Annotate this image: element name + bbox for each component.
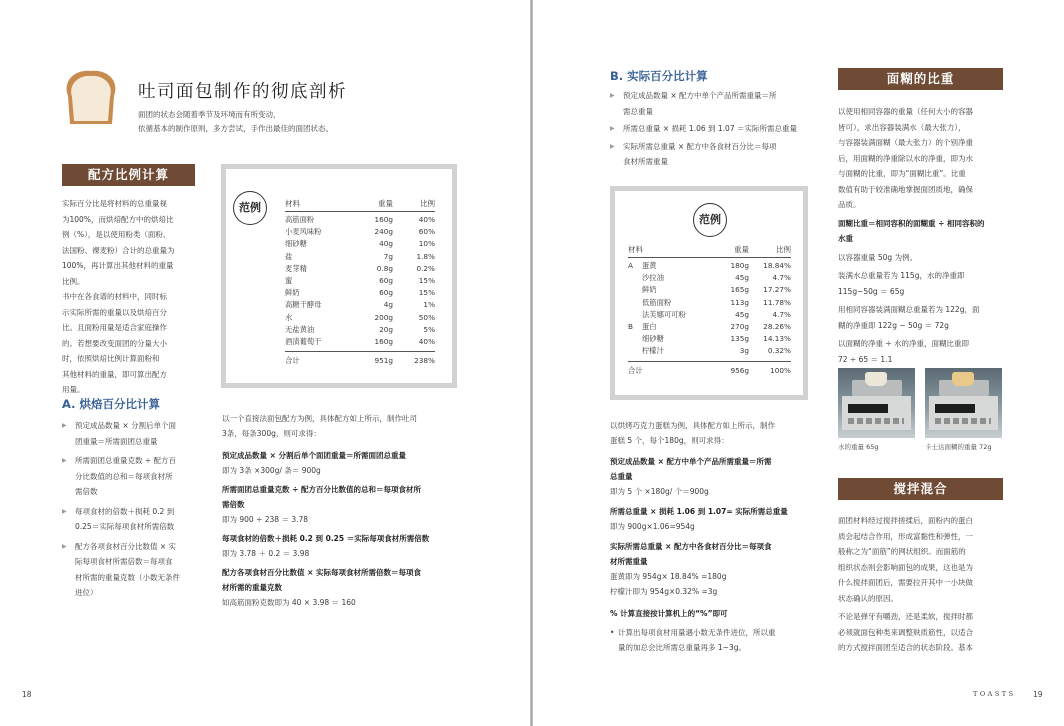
toast-slice-icon (60, 66, 122, 128)
step-item: ▶ 预定成品数量 × 分割后单个面 团重量＝所需面团总重量 (62, 418, 202, 449)
bread-recipe-table (285, 197, 435, 367)
step-item: ▶ 配方各项食材百分比数值 × 实 际每项食材所需倍数＝每项食 材所需的重量克数（小数无条件 进位） (62, 539, 202, 601)
example-badge: 范例 (693, 203, 727, 237)
batter-gravity-text: 以使用相同容器的重量（任何大小的容器 皆可），求出容器装满水（最大张力）， 与容器装满面糊（最大张力）的个别净重 后，用面糊的净重除以水的净重，即为水 与面糊的比重，即为“面糊比重”。比重 数值有助于较准确地掌握面团质地，确保 品质。 面糊比重＝相同容积的面糊重 ÷ 相同容积的 水重 以容器重量 50g 为例。 装满水总重量若为 115g，水的净重即 115g−50g ＝ 65g 用相同容器装满面糊总重量若为 122g，面 糊的净重即 122g − 50g ＝ 72g 以面糊的净重 ÷ 水的净重，面糊比重即 72 ÷ 65 ＝ 1.1 (838, 107, 985, 364)
section-tag-mixing: 搅拌混合 (838, 478, 1003, 500)
running-head: TOASTS (973, 690, 1016, 698)
step-item: ▶ 实际所需总重量 × 配方中各食材百分比＝每项 食材所需重量 (610, 139, 820, 170)
subhead-baker-percent: A. 烘焙百分比计算 (62, 397, 160, 411)
table-row: 盐 7g 1.8% (285, 251, 435, 261)
table-row: 小麦风味粉 240g 60% (285, 227, 435, 237)
subhead-actual-percent: B. 实际百分比计算 (610, 69, 708, 83)
left-page (0, 0, 530, 726)
table-row: 细砂糖 135g 14.13% (642, 334, 791, 344)
example-panel-bread (221, 164, 457, 388)
table-row: 鲜奶 165g 17.27% (642, 285, 791, 295)
baker-percent-steps (62, 418, 202, 601)
note-head: % 计算直接按计算机上的“%”即可 (610, 609, 728, 618)
table-total-row: 合计 956g 100% (628, 365, 791, 375)
section-tag-batter-gravity: 面糊的比重 (838, 68, 1003, 90)
step-item: ▶ 所需面团总重量克数 ÷ 配方百 分比数值的总和＝每项食材所 需倍数 (62, 453, 202, 500)
scale-photo-water (838, 368, 915, 438)
page-title: 吐司面包制作的彻底剖析 (138, 82, 347, 102)
actual-percent-steps (610, 88, 820, 170)
table-row: 沙拉油 45g 4.7% (642, 273, 791, 283)
step-item: ▶ 预定成品数量 × 配方中单个产品所需重量＝所 需总重量 (610, 88, 820, 119)
table-row: 细砂糖 40g 10% (285, 239, 435, 249)
table-row: 柠檬汁 3g 0.32% (642, 346, 791, 356)
table-row: 无盐黄油 20g 5% (285, 324, 435, 334)
step-item: ▶ 所需总重量 × 损耗 1.06 到 1.07 ＝实际所需总重量 (610, 121, 820, 137)
example-panel-cake (610, 186, 808, 400)
right-page (533, 0, 1064, 726)
cake-recipe-table (628, 243, 791, 377)
table-row: 水 200g 50% (285, 312, 435, 322)
example-badge: 范例 (233, 191, 267, 225)
table-total-row: 合计 951g 238% (285, 356, 435, 366)
table-row: 酒渍葡萄干 160g 40% (285, 336, 435, 346)
note-item: • 计算出每项食材用量遇小数无条件进位，所以重 量的加总会比所需总重量再多 1~3g。 (610, 628, 776, 652)
page-number-left: 18 (22, 690, 32, 699)
page-number-right: 19 (1033, 690, 1043, 699)
table-row: 法芙娜可可粉 45g 4.7% (642, 309, 791, 319)
ratio-body-text: 实际百分比是将材料的总重量视 为100%，而烘焙配方中的烘焙比 例（%），是以使用粉类（面粉、 法国粉、裸麦粉）合计的总重量为 100%，再计算出其他材料的重量 比例。 书中在各食谱的材料中，同时标 示实际所需的重量以及烘焙百分 比。且面粉用量是适合家庭操作 的。若想要改变面团的分量大小 时，依照烘焙比例计算面粉和 其他材料的重量，即可算出配方 用量。 (62, 199, 175, 394)
table-header: 材料 重量 比例 (628, 245, 791, 254)
table-row: 麦芽精 0.8g 0.2% (285, 263, 435, 273)
table-row: B 蛋白 270g 28.26% (628, 321, 791, 331)
section-tag-ratio-calc: 配方比例计算 (62, 164, 195, 186)
bread-calc-text: 以一个直接法面包配方为例，具体配方如上所示，制作吐司 3条，每条300g，则可求得： 预定成品数量 × 分割后单个面团重量＝所需面团总重量 即为 3条 ×300g/ 条＝ 900g 所需面团总重量克数 ÷ 配方百分比数值的总和＝每项食材所 需倍数 即为 900 ÷ 238 ＝ 3.78 每项食材的倍数＋损耗 0.2 到 0.25 ＝实际每项食材所需倍数 即为 3.78 ＋ 0.2 ＝ 3.98 配方各项食材百分比数值 × 实际每项食材所需倍数＝每项食 材所需的重量克数 如高筋面粉克数即为 40 × 3.98 ＝ 160 (222, 414, 430, 607)
table-row: 蜜 60g 15% (285, 275, 435, 285)
step-item: ▶ 每项食材的倍数＋损耗 0.2 到 0.25＝实际每项食材所需倍数 (62, 504, 202, 535)
table-row: 低筋面粉 113g 11.78% (642, 297, 791, 307)
table-row: A 蛋黄 180g 18.84% (628, 261, 791, 270)
table-row: 高筋面粉 160g 40% (285, 215, 435, 224)
scale-photo-batter (925, 368, 1002, 438)
table-row: 鲜奶 60g 15% (285, 288, 435, 298)
photo-caption-batter: 卡士达面糊的重量 72g (925, 443, 992, 451)
cake-calc-text: 以烘烤巧克力蛋糕为例，具体配方如上所示，制作 蛋糕 5 个，每个180g，则可求得： 预定成品数量 × 配方中单个产品所需重量＝所需 总重量 即为 5 个 ×180g/ 个＝900g 所需总重量 × 损耗 1.06 到 1.07= 实际所需总重量 即为 900g×1.06=954g 实际所需总重量 × 配方中各食材百分比＝每项食 材所需重量 蛋黄即为 954g× 18.84% =180g 柠檬汁即为 954g×0.32% =3g % 计算直接按计算机上的“%”即可 • 计算出每项食材用量遇小数无条件进位，所以重 量的加总会比所需总重量再多 1~3g。 (610, 418, 816, 655)
photo-caption-water: 水的重量 65g (838, 443, 879, 451)
table-header: 材料 重量 比例 (285, 199, 435, 208)
intro-text: 面团的状态会随着季节及环境而有所变动， 依循基本的制作原则，多方尝试，手作出最佳的面团状态。 (138, 110, 333, 133)
mixing-text: 面团材料经过搅拌搓揉后，面粉内的蛋白 质会起结合作用，形成富黏性和弹性，一 般称之为“面筋”的网状组织。而面筋的 组织状态则会影响面包的成果，这也是为 什么搅拌面团后，需要拉开其中一小块做 状态确认的原因。 不论是弹牙有嚼劲，还是柔软，搅拌时都 必须就面包种类来调整麸质筋性，以适合 的方式搅拌面团至适合的状态阶段。基本 (838, 516, 973, 652)
table-row: 高糖干酵母 4g 1% (285, 300, 435, 310)
